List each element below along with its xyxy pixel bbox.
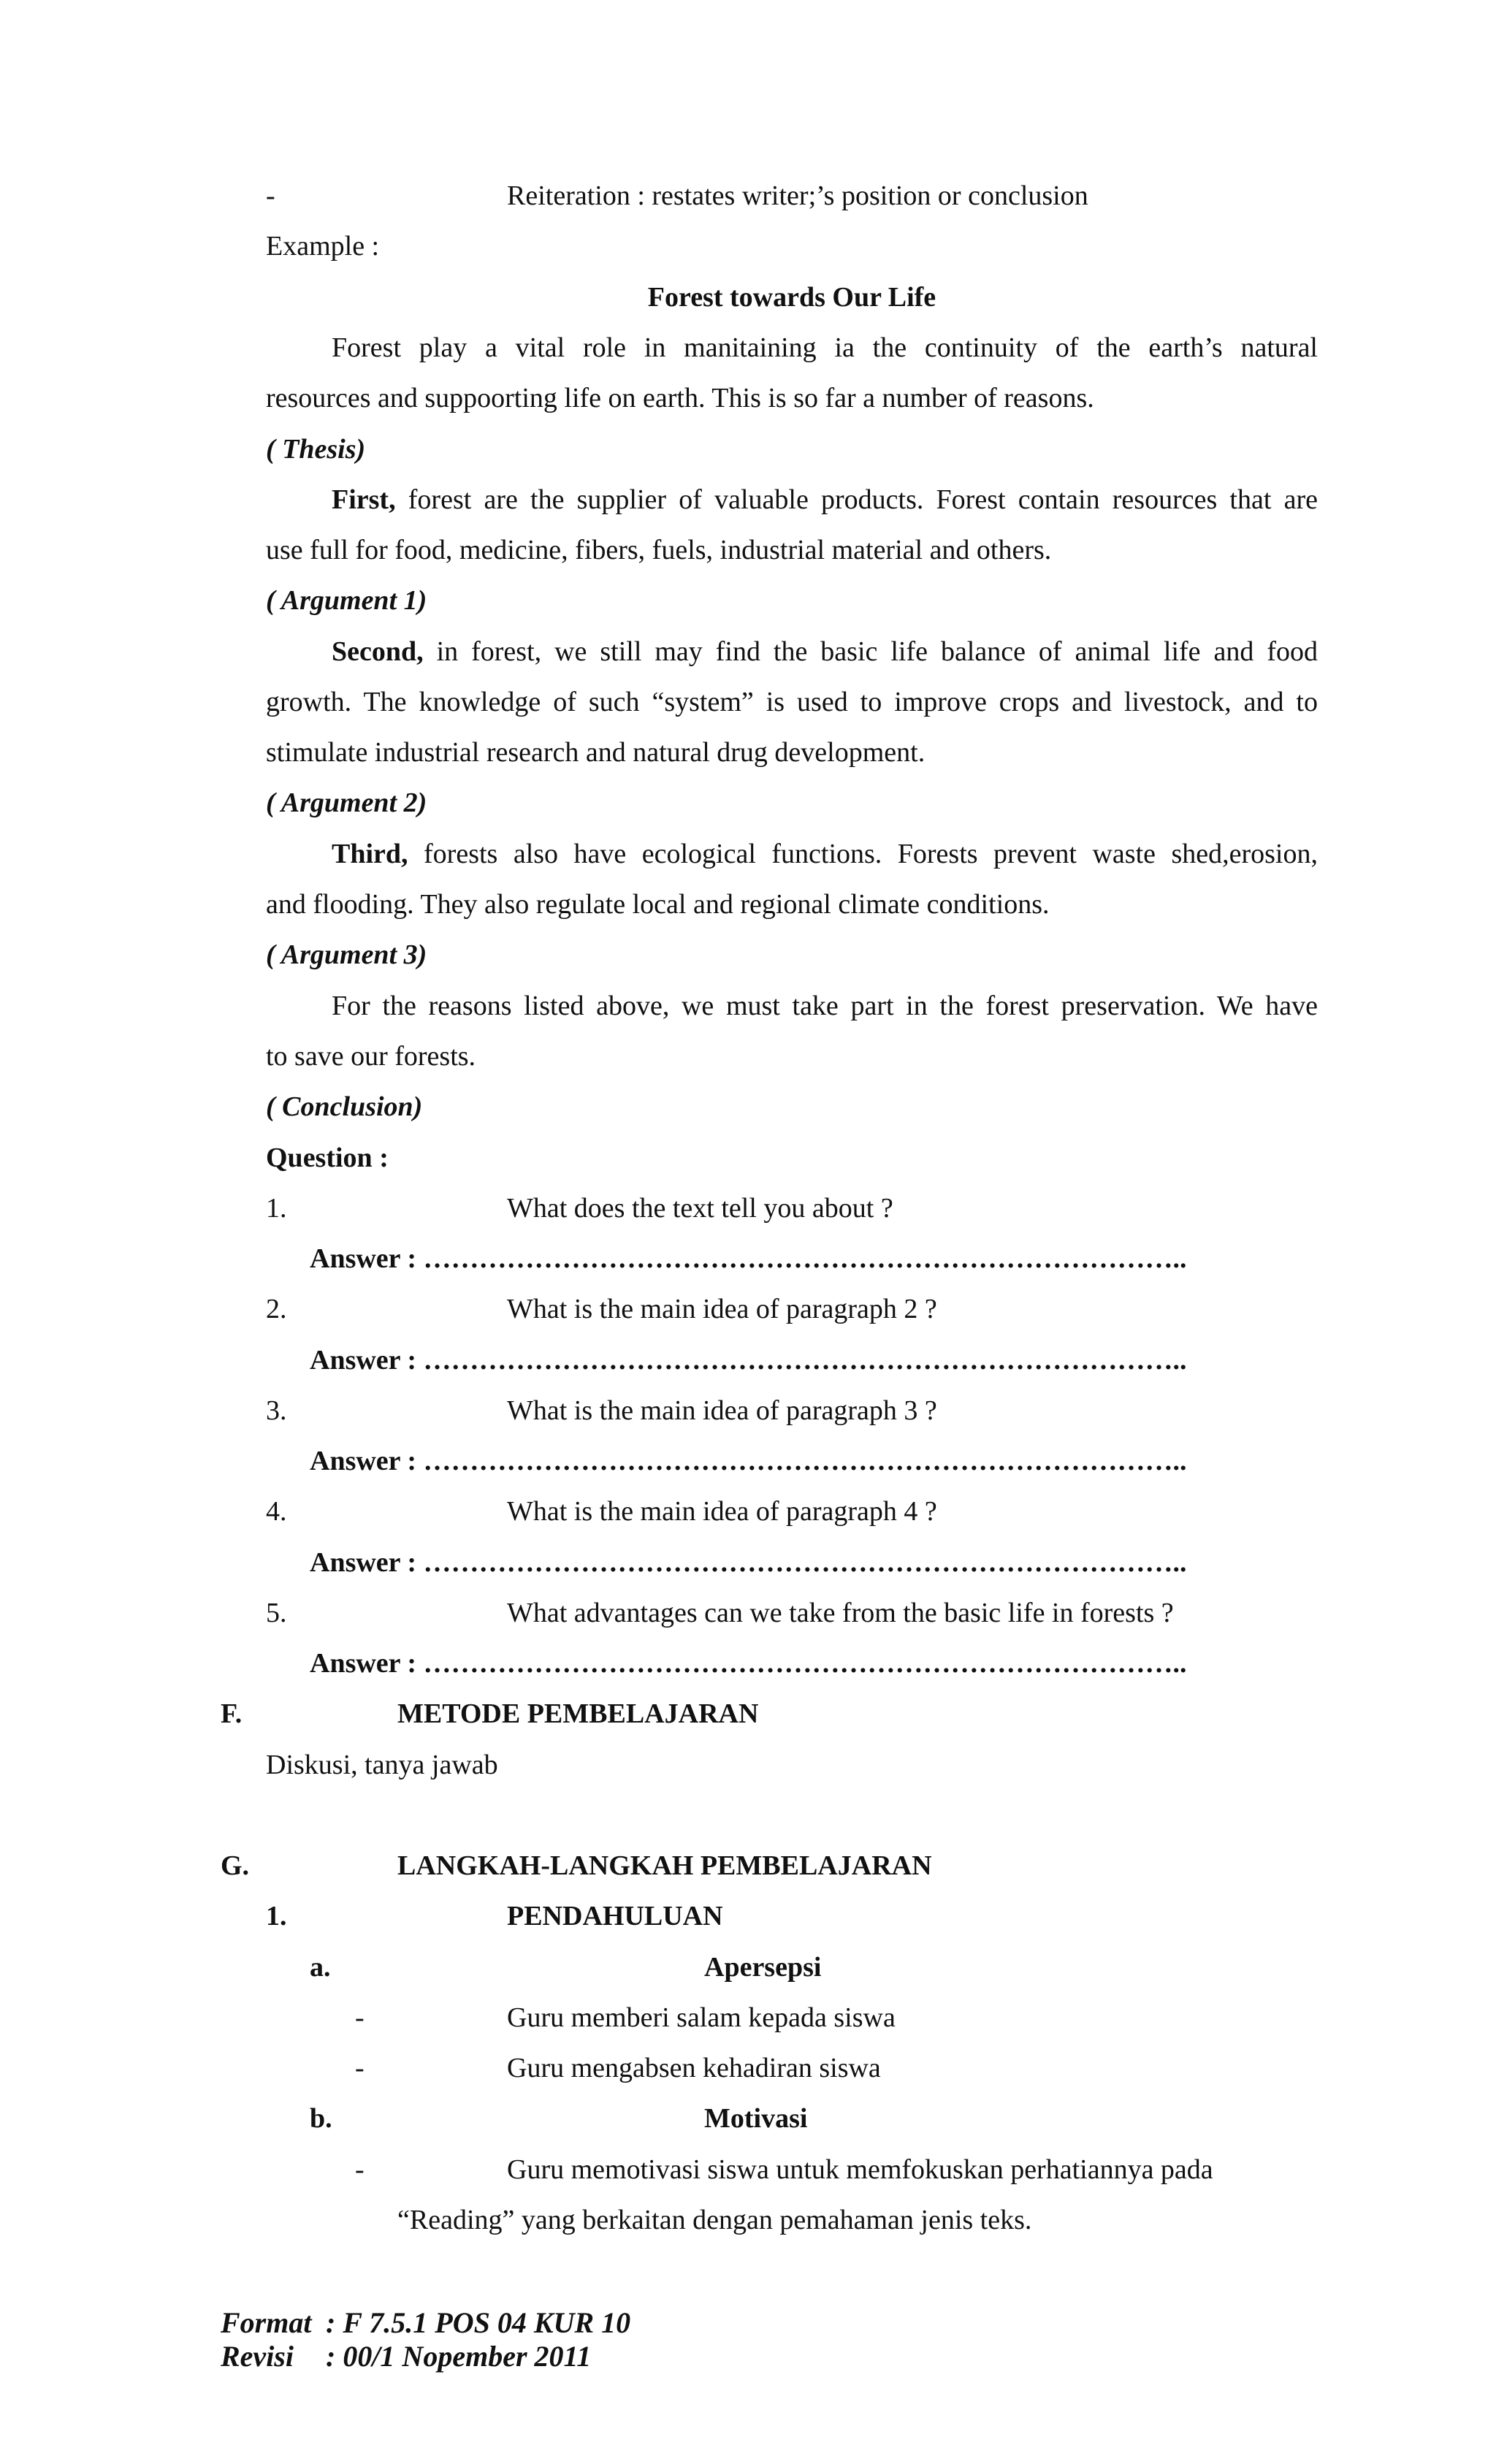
answer-line: Answer : ………………………………………………………………………..	[310, 1243, 1187, 1274]
reiteration-dash: -	[266, 180, 275, 211]
footer-revisi-value: : 00/1 Nopember 2011	[326, 2340, 592, 2373]
paragraph-3-line-2: growth. The knowledge of such “system” is used to improve crops and livestock, and to	[266, 687, 1318, 717]
list-dash: -	[355, 2053, 365, 2083]
paragraph-3-lead: Second,	[332, 636, 424, 667]
sub-a-letter: a.	[310, 1952, 331, 1983]
section-g-letter: G.	[221, 1850, 250, 1881]
paragraph-2-line-2: use full for food, medicine, fibers, fuels, industrial material and others.	[266, 535, 1052, 565]
thesis-label: ( Thesis)	[266, 434, 366, 465]
section-f-body: Diskusi, tanya jawab	[266, 1750, 498, 1780]
paragraph-1-line-2: resources and suppoorting life on earth. This is so far a number of reasons.	[266, 383, 1094, 413]
conclusion-label: ( Conclusion)	[266, 1091, 423, 1122]
paragraph-3-line-1-text: in forest, we still may find the basic life balance of animal life and food	[423, 636, 1318, 667]
question-text: What is the main idea of paragraph 3 ?	[507, 1395, 937, 1426]
question-number: 5.	[266, 1598, 287, 1628]
section-f-title: METODE PEMBELAJARAN	[397, 1698, 759, 1729]
paragraph-4-line-1-text: forests also have ecological functions. Forests prevent waste shed,erosion,	[408, 839, 1318, 869]
sub-b-letter: b.	[310, 2103, 332, 2134]
question-number: 2.	[266, 1294, 287, 1324]
paragraph-1-line-1: Forest play a vital role in manitaining ia the continuity of the earth’s natural	[332, 332, 1318, 363]
list-dash: -	[355, 2002, 365, 2033]
example-label: Example :	[266, 231, 380, 262]
list-item: Guru memotivasi siswa untuk memfokuskan perhatiannya pada	[507, 2154, 1213, 2185]
question-number: 4.	[266, 1496, 287, 1527]
section-f-letter: F.	[221, 1698, 243, 1729]
section-g-title: LANGKAH-LANGKAH PEMBELAJARAN	[397, 1850, 932, 1881]
sub-b-title: Motivasi	[704, 2103, 808, 2134]
argument-2-label: ( Argument 2)	[266, 787, 427, 818]
list-item: Guru mengabsen kehadiran siswa	[507, 2053, 881, 2083]
paragraph-2-lead: First,	[332, 484, 396, 515]
answer-line: Answer : ………………………………………………………………………..	[310, 1648, 1187, 1679]
paragraph-3-line-1	[332, 638, 1318, 665]
answer-line: Answer : ………………………………………………………………………..	[310, 1345, 1187, 1376]
question-number: 3.	[266, 1395, 287, 1426]
footer-revisi-label: Revisi	[221, 2340, 294, 2373]
answer-line: Answer : ………………………………………………………………………..	[310, 1446, 1187, 1476]
step-title: PENDAHULUAN	[507, 1901, 723, 1931]
question-text: What advantages can we take from the basic life in forests ?	[507, 1598, 1174, 1628]
argument-1-label: ( Argument 1)	[266, 585, 427, 616]
list-item: Guru memberi salam kepada siswa	[507, 2002, 896, 2033]
list-dash: -	[355, 2154, 365, 2185]
question-label: Question :	[266, 1143, 389, 1173]
paragraph-4-line-2: and flooding. They also regulate local and regional climate conditions.	[266, 889, 1050, 920]
answer-line: Answer : ………………………………………………………………………..	[310, 1547, 1187, 1578]
footer-format-label: Format	[221, 2306, 312, 2339]
paragraph-4-lead: Third,	[332, 839, 408, 869]
paragraph-5-line-2: to save our forests.	[266, 1041, 476, 1072]
argument-3-label: ( Argument 3)	[266, 939, 427, 970]
sub-a-title: Apersepsi	[704, 1952, 822, 1983]
footer-format-value: : F 7.5.1 POS 04 KUR 10	[326, 2306, 631, 2339]
text-title: Forest towards Our Life	[647, 282, 936, 313]
paragraph-2-line-1	[332, 486, 1318, 514]
question-text: What is the main idea of paragraph 2 ?	[507, 1294, 937, 1324]
reiteration-text: Reiteration : restates writer;’s position or conclusion	[507, 180, 1088, 211]
paragraph-2-line-1-text: forest are the supplier of valuable products. Forest contain resources that are	[395, 484, 1318, 515]
question-text: What is the main idea of paragraph 4 ?	[507, 1496, 937, 1527]
question-text: What does the text tell you about ?	[507, 1193, 893, 1224]
paragraph-3-line-3: stimulate industrial research and natural drug development.	[266, 737, 926, 768]
question-number: 1.	[266, 1193, 287, 1224]
paragraph-5-line-1: For the reasons listed above, we must take part in the forest preservation. We have	[332, 991, 1318, 1021]
paragraph-4-line-1	[332, 840, 1318, 868]
step-number: 1.	[266, 1901, 287, 1931]
list-item-continuation: “Reading” yang berkaitan dengan pemahaman jenis teks.	[397, 2205, 1032, 2235]
